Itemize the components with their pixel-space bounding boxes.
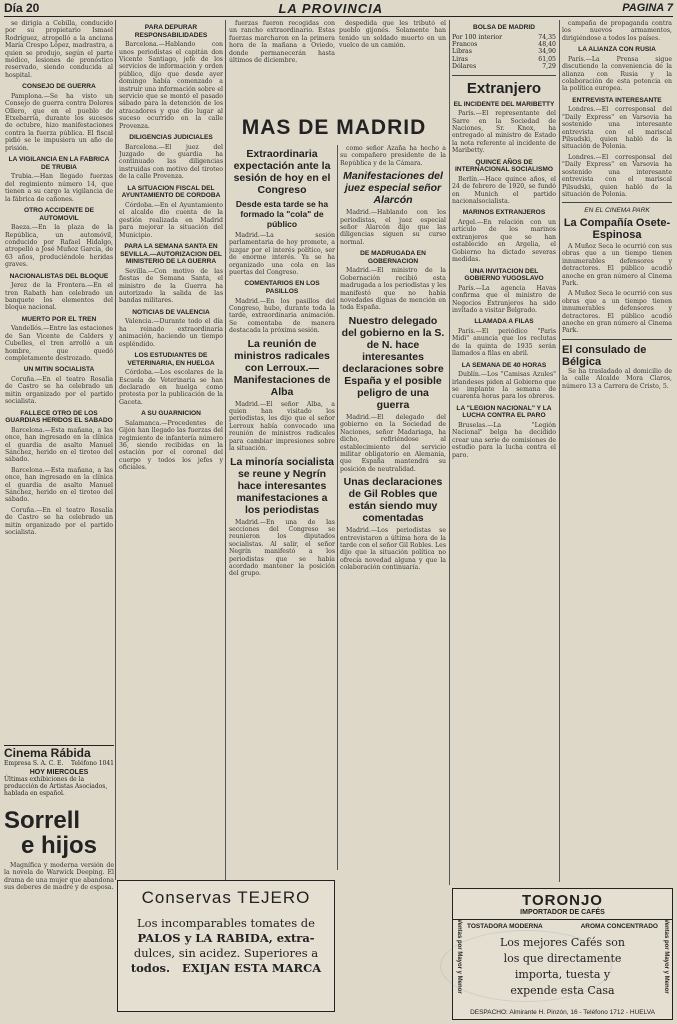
col3-b-text: Madrid.—El señor Alba, a quien han visitado los periodistas, les dijo que el señor Lerroux había convocado una reunión de ministros radicales para cambiar impresiones sobre la situación. (229, 400, 335, 453)
header-day: Día 20 (4, 1, 40, 15)
col3-c-text: Madrid.—En una de las secciones del Congreso se reunieron los diputados socialistas. Al salir, el señor Negrín manifestó a los periodistas que se había acordado mantener la posición del grupo. (229, 518, 335, 578)
table-row (452, 48, 556, 55)
col1-s1-title: CONSEJO DE GUERRA (22, 83, 96, 91)
bolsa-value: 7,29 (542, 63, 556, 71)
col6-s2-title: ENTREVISTA INTERESANTE (572, 96, 662, 104)
sorrell-title-1: Sorrell (4, 807, 81, 834)
col2-s7-title: A SU GUARNICION (141, 410, 201, 418)
divider (452, 75, 556, 76)
page-header (4, 0, 673, 17)
col5-s1-title: EL INCIDENTE DEL MARIBETTY (453, 100, 555, 108)
col2-s4-title: PARA LA SEMANA SANTA EN SEVILLA.—AUTORIZACION DEL MINISTERIO DE LA GUERRA (120, 242, 222, 266)
column-rule (337, 145, 338, 870)
headline-extranjero: Extranjero (466, 79, 542, 97)
bolsa-label: Libras (452, 48, 472, 56)
col5-s7-text: Bruselas.—La "Legión Nacional" belga ha decidido crear una serie de comisiones de estudio para la lucha contra el paro. (452, 421, 556, 459)
table-row (452, 56, 556, 63)
toronjo-subtitle: IMPORTADOR DE CAFÉS (520, 909, 605, 916)
toronjo-title: TORONJO (522, 892, 603, 909)
col4-e-text: Madrid.—El delegado del gobierno en la Sociedad de Naciones, señor Madariaga, ha dicho, refiriéndose al establecimiento del servicio militar obligatorio en Alemania, que España mantendrá su posición de neutralidad. (340, 413, 446, 473)
toronjo-vert-right: Ventas por Mayor y Menor (663, 919, 669, 994)
col5-s5-title: LLAMADA A FILAS (474, 318, 534, 326)
cinema-name: Cinema Rábida (4, 746, 91, 760)
col2-s7-text: Salamanca.—Procedentes de Gijón han llegado las fuerzas del regimiento de infantería número 36, siendo recibidas en la estación por el coronel del cuerpo y todos los jefes y oficiales. (119, 419, 223, 472)
cinema-empresa: Empresa S. A. C. E. (4, 760, 64, 767)
col3-a2-text: Madrid.—En los pasillos del Congreso, hubo, durante toda la tarde, extraordinaria animación. Se comentaba de manera destacada la próxima sesión. (229, 297, 335, 335)
column-3-top (229, 20, 335, 115)
col5-s3-title: MARINOS EXTRANJEROS (462, 209, 546, 217)
col4-d2-text: Madrid.—El ministro de la Gobernación recibió esta madrugada a los periodistas y les manifestó que no había novedades dignas de mención en toda España. (340, 267, 446, 312)
bolsa-table (452, 34, 556, 71)
tejero-line-1: Los incomparables tomates de (137, 916, 315, 930)
cinema-desc: Últimas exhibiciones de la producción de Artistas Asociados, hablada en español. (4, 776, 108, 797)
col4-d2-title: DE MADRUGADA EN GOBERNACION (360, 250, 426, 265)
col6-cons-text: Se ha trasladado al domicilio de la calle Alcalde Mora Claros, número 13 a Carrera de Cristo, 5. (562, 367, 672, 390)
col6-s2-text-cont: Londres.—El corresponsal del "Daily Express" en Varsovia ha sostenido una interesante entrevista con el mariscal Pilsudski, quien habló de la situación de Polonia. (562, 153, 672, 198)
toronjo-left: TOSTADORA MODERNA (467, 923, 543, 930)
col1-s6-text: Coruña.—En el teatro Rosalía de Castro se ha celebrado un mitin organizado por el partido socialista. (5, 375, 113, 406)
col1-s1-text: Pamplona.—Se ha visto un Consejo de guerra contra Dolores Ollero, que en el pueblo de Etxebarría, durante los sucesos de octubre, hizo manifestaciones contra la fuerza pública. El fiscal pidió se le impusiera un año de prisión. (5, 92, 113, 152)
col5-s4-title: UNA INVITACION DEL GOBIERNO YUGOSLAVO (464, 267, 544, 283)
col1-s6-title: UN MITIN SOCIALISTA (23, 366, 95, 374)
toronjo-right: AROMA CONCENTRADO (580, 923, 658, 930)
column-rule (449, 20, 450, 885)
header-title: LA PROVINCIA (278, 0, 384, 16)
col6-comp-text: A Muñoz Seca le ocurrió con sus obras que a un tiempo tienen innumerables defensores y detractores. El público acudió anoche en gran número al Cinema Park. (562, 242, 672, 287)
toronjo-body-4: expende esta Casa (510, 984, 615, 997)
col3-a-text: Madrid.—La sesión parlamentaria de hoy promete, a juzgar por el interés político, ser de enorme interés. Ya se ha organizado una cola en las puertas del Congreso. (229, 232, 335, 277)
col5-s7-title: LA "LEGION NACIONAL" Y LA LUCHA CONTRA EL PARO (456, 404, 552, 420)
col4-d-text: Madrid.—Hablando con los periodistas, el juez especial señor Alarcón dijo que las diligencias siguen su curso normal. (340, 209, 446, 246)
table-row (452, 41, 556, 48)
col1-s7-title: FALLECE OTRO DE LOS GUARDIAS HERIDOS EL SABADO (5, 409, 113, 425)
col6-s1-text: París.—La Prensa sigue discutiendo la conveniencia de la alianza con Rusia y la colaboración de esta potencia en la política europea. (562, 55, 672, 93)
headline-gil-robles: Unas declaraciones de Gil Robles que están siendo muy comentadas (343, 476, 443, 525)
col4-f-text: Madrid.—Los periodistas se entrevistaron a última hora de la tarde con el señor Gil Robles. Les dijo que la situación política no ofrecía novedad alguna y que la colaboración continuaría. (340, 527, 446, 572)
col1-s7-text: Barcelona.—Esta mañana, a las once, han ingresado en la clínica el guardia de asalto Manuel Sánchez, herido en el tiroteo del sábado. (5, 426, 113, 464)
col2-s6-title: LOS ESTUDIANTES DE VETERINARIA, EN HUELGA (127, 351, 215, 367)
headline-consulado: El consulado de Bélgica (562, 343, 647, 368)
col5-s6-text: Dublín.—Los "Camisas Azules" irlandeses piden al Gobierno que se implante la semana de cuarenta horas para los obreros. (452, 371, 556, 401)
col5-s2-title: QUINCE AÑOS DE INTERNACIONAL SOCIALISMO (454, 158, 554, 174)
table-row (452, 63, 556, 70)
col2-s1-title: PARA DEPURAR RESPONSABILIDADES (134, 24, 208, 39)
col3-top-text: fuerzas fueron recogidas con un rancho extraordinario. Estas fuerzas marcharon en la primera hora de la mañana a Oviedo, donde permanecerán hasta últimos de diciembre. (229, 20, 335, 65)
divider (562, 202, 672, 203)
col6-comp-text-cont: A Muñoz Seca le ocurrió con sus obras que a un tiempo tienen innumerables defensores y detractores. El público acudió anoche en gran número al Cinema Park. (562, 290, 672, 335)
bolsa-value: 74,35 (538, 33, 556, 41)
toronjo-body-3: importa, tuesta y (514, 968, 611, 981)
column-2 (119, 20, 223, 870)
col3-a2-title: COMENTARIOS EN LOS PASILLOS (244, 280, 320, 296)
cinema-hoy: HOY MIERCOLES (29, 769, 89, 776)
tejero-line-3: dulces, sin acidez. Superiores a (133, 946, 319, 960)
col2-s2-text: Barcelona.—El juez del Juzgado de guardia ha continuado las diligencias instruidas con motivo del tiroteo de la calle Provenza. (119, 143, 223, 181)
col1-s7-text-cont2: Coruña.—En el teatro Rosalía de Castro se ha celebrado un mitin organizado por el partido socialista. (5, 506, 113, 537)
bolsa-title: BOLSA DE MADRID (472, 24, 536, 31)
cinema-park-label: EN EL CINEMA PARK (584, 207, 650, 215)
column-5 (452, 20, 556, 882)
col5-s6-title: LA SEMANA DE 40 HORAS (461, 361, 547, 369)
tejero-title: Conservas TEJERO (141, 888, 311, 907)
col1-s2-title: LA VIGILANCIA EN LA FABRICA DE TRUBIA (8, 156, 110, 171)
col5-s4-text: París.—La agencia Havas confirma que el ministro de Negocios Extranjeros ha sido invitado a visitar Belgrado. (452, 284, 556, 314)
column-4 (340, 145, 446, 865)
col1-s7-text-cont: Barcelona.—Esta mañana, a las once, han ingresado en la clínica el guardia de asalto Manuel Sánchez, herido en el tiroteo del sábado. (5, 466, 113, 504)
col6-s2-text: Londres.—El corresponsal del "Daily Express" en Varsovia ha sostenido una interesante entrevista con el mariscal Pilsudski, quien habló de la situación de Polonia. (562, 106, 672, 151)
divider (562, 339, 672, 340)
bolsa-label: Por 100 interior (452, 33, 503, 41)
column-4-top (339, 20, 446, 115)
col2-s4-text: Sevilla.—Con motivo de las fiestas de Semana Santa, el ministro de la Guerra ha autorizado la salida de las bandas militares. (119, 267, 223, 305)
headline-alarcon: Manifestaciones del juez especial señor Alarcón (343, 170, 443, 207)
table-row (452, 34, 556, 41)
bolsa-label: Francos (452, 41, 478, 48)
col2-s1-text: Barcelona.—Hablando con unos periodistas el capitán don Vicente Santiago, jefe de los servicios de información y orden público, dijo que desde ayer domingo había comenzado a instruir una información sobre el servicio que se montó el pasado sábado para la detención de los atracadores y que dio lugar al suceso ocurrido en la calle Provenza. (119, 41, 223, 130)
column-1 (5, 20, 113, 742)
column-rule (225, 20, 226, 880)
toronjo-footer: DESPACHO: Almirante H. Pinzón, 16 - Teléfono 1712 - HUELVA (470, 1009, 655, 1016)
col1-s5-text: Vandellós.—Entre las estaciones de San Vicente de Calders y Cubelles, el tren arrolló a un hombre, que quedó completamente destrozado. (5, 325, 113, 362)
conservas-tejero-ad (117, 880, 335, 1012)
col1-s4-title: NACIONALISTAS DEL BLOQUE (9, 272, 109, 280)
library-stamp-watermark (440, 930, 612, 1002)
headline-minoria: La minoría socialista se reune y Negrín hace interesantes manifestaciones a los periodistas (230, 455, 334, 516)
sorrell-ad (4, 808, 114, 895)
column-6 (562, 20, 672, 882)
tejero-line-2: PALOS y LA RABIDA, extra- (137, 931, 315, 945)
headline-lerroux: La reunión de ministros radicales con Lerroux.—Manifestaciones de Alba (233, 337, 331, 398)
col2-s2-title: DILIGENCIAS JUDICIALES (129, 134, 213, 142)
col1-s3-title: OTRO ACCIDENTE DE AUTOMOVIL (23, 206, 95, 222)
headline-compania: La Compañía Osete-Espinosa (563, 216, 671, 241)
col4-top-r: como señor Azaña ha hecho a su compañero presidente de la República y de la Cámara. (340, 145, 446, 167)
header-page: PAGINA 7 (622, 2, 673, 14)
bolsa-value: 61,05 (538, 55, 556, 63)
col6-s1-title: LA ALIANZA CON RUSIA (578, 46, 656, 54)
col5-s5-text: París.—El periódico "Paris Midi" anuncia que los reclutas de la quinta de 1935 serán llamados a filas en abril. (452, 327, 556, 358)
column-rule (115, 20, 116, 880)
cinema-telefono: Teléfono 1041 (70, 760, 114, 767)
bolsa-value: 34,90 (538, 48, 556, 56)
col5-s1-text: París.—El representante del Sarre en la Sociedad de Naciones, Sr. Knox, ha entregado al ministro de Estado la nota referente al incidente de Maribetty. (452, 110, 556, 155)
col5-s2-text: Berlín.—Hace quince años, el 24 de febrero de 1920, se fundó en Munich el partido nacionalsocialista. (452, 175, 556, 206)
mas-de-madrid-headline: MAS DE MADRID (241, 116, 427, 139)
bolsa-value: 48,40 (538, 41, 556, 48)
toronjo-vert-left: Ventas por Mayor y Menor (456, 919, 462, 994)
col4-top-text: despedida que les tributó el pueblo gijonés. Solamente han tenido un soldado muerto en un vuelco de un camión. (339, 20, 446, 50)
headline-expectacion: Extraordinaria expectación ante la sesión de hoy en el Congreso (233, 148, 331, 196)
tejero-line-4: todos. EXIJAN ESTA MARCA (130, 961, 322, 975)
col1-s2-text: Trubia.—Han llegado fuerzas del regimiento número 14, que tienen a su cargo la vigilancia de la fábrica de cañones. (5, 173, 113, 203)
bolsa-label: Dólares (452, 63, 477, 71)
col2-s5-text: Valencia.—Durante todo el día ha reinado extraordinaria animación, haciendo un tiempo espléndido. (119, 318, 223, 348)
headline-delegado: Nuestro delegado del gobierno en la S. de N. hace interesantes declaraciones sobre España y el posible peligro de una guerra (341, 314, 445, 411)
col1-lead: se dirigía a Cebilla, conducido por su propietario Ismael Rodríguez, atropelló a la anciana María Crespo López, madrastra, a quien se produjo, según el parte médico, lesiones de pronóstico reservado, siendo conducida al hospital. (5, 20, 113, 79)
column-rule (559, 20, 560, 882)
col2-s6-text: Córdoba.—Los escolares de la Escuela de Veterinaria se han declarado en huelga como protesta por la publicación de la Gaceta. (119, 369, 223, 406)
col2-s3-title: LA SITUACION FISCAL DEL AYUNTAMIENTO DE CORDOBA (121, 184, 221, 200)
toronjo-body-2: los que directamente (503, 952, 622, 965)
column-3 (229, 145, 335, 865)
col1-s5-title: MUERTO POR EL TREN (21, 315, 97, 323)
sorrell-desc: Magnífica y moderna versión de la novela de Warwick Deeping. El drama de una mujer que abandona sus deberes de madre y de esposa. (4, 862, 114, 892)
col1-s4-text: Jerez de la Frontera.—En el tren Rabath han celebrado un banquete los elementos del bloque nacional. (5, 282, 113, 312)
cinema-rabida-ad (4, 745, 114, 808)
col6-lead: campaña de propaganda contra los nuevos armamentos, dirigiéndose a todos los países. (562, 20, 672, 42)
bolsa-label: Liras (452, 55, 468, 63)
sorrell-title-2: e hijos (20, 832, 98, 859)
toronjo-body-1: Los mejores Cafés son (499, 936, 625, 949)
col1-s3-text: Baeza.—En la plaza de la República, un automóvil, conducido por Rafael Hidalgo, atropelló a José Muñoz García, de 63 años, produciéndole heridas graves. (5, 224, 113, 269)
subhead-cola: Desde esta tarde se ha formado la "cola" de público (235, 199, 329, 229)
col2-s5-title: NOTICIAS DE VALENCIA (132, 308, 210, 316)
col2-s3-text: Córdoba.—En el Ayuntamiento el alcalde dio cuenta de la gestión realizada en Madrid para mejorar la situación del Municipio. (119, 201, 223, 239)
col5-s3-text: Argel.—En relación con un artículo de los marinos extranjeros que se han establecido en Argelia, el Gobierno ha dictado severas medidas. (452, 219, 556, 264)
